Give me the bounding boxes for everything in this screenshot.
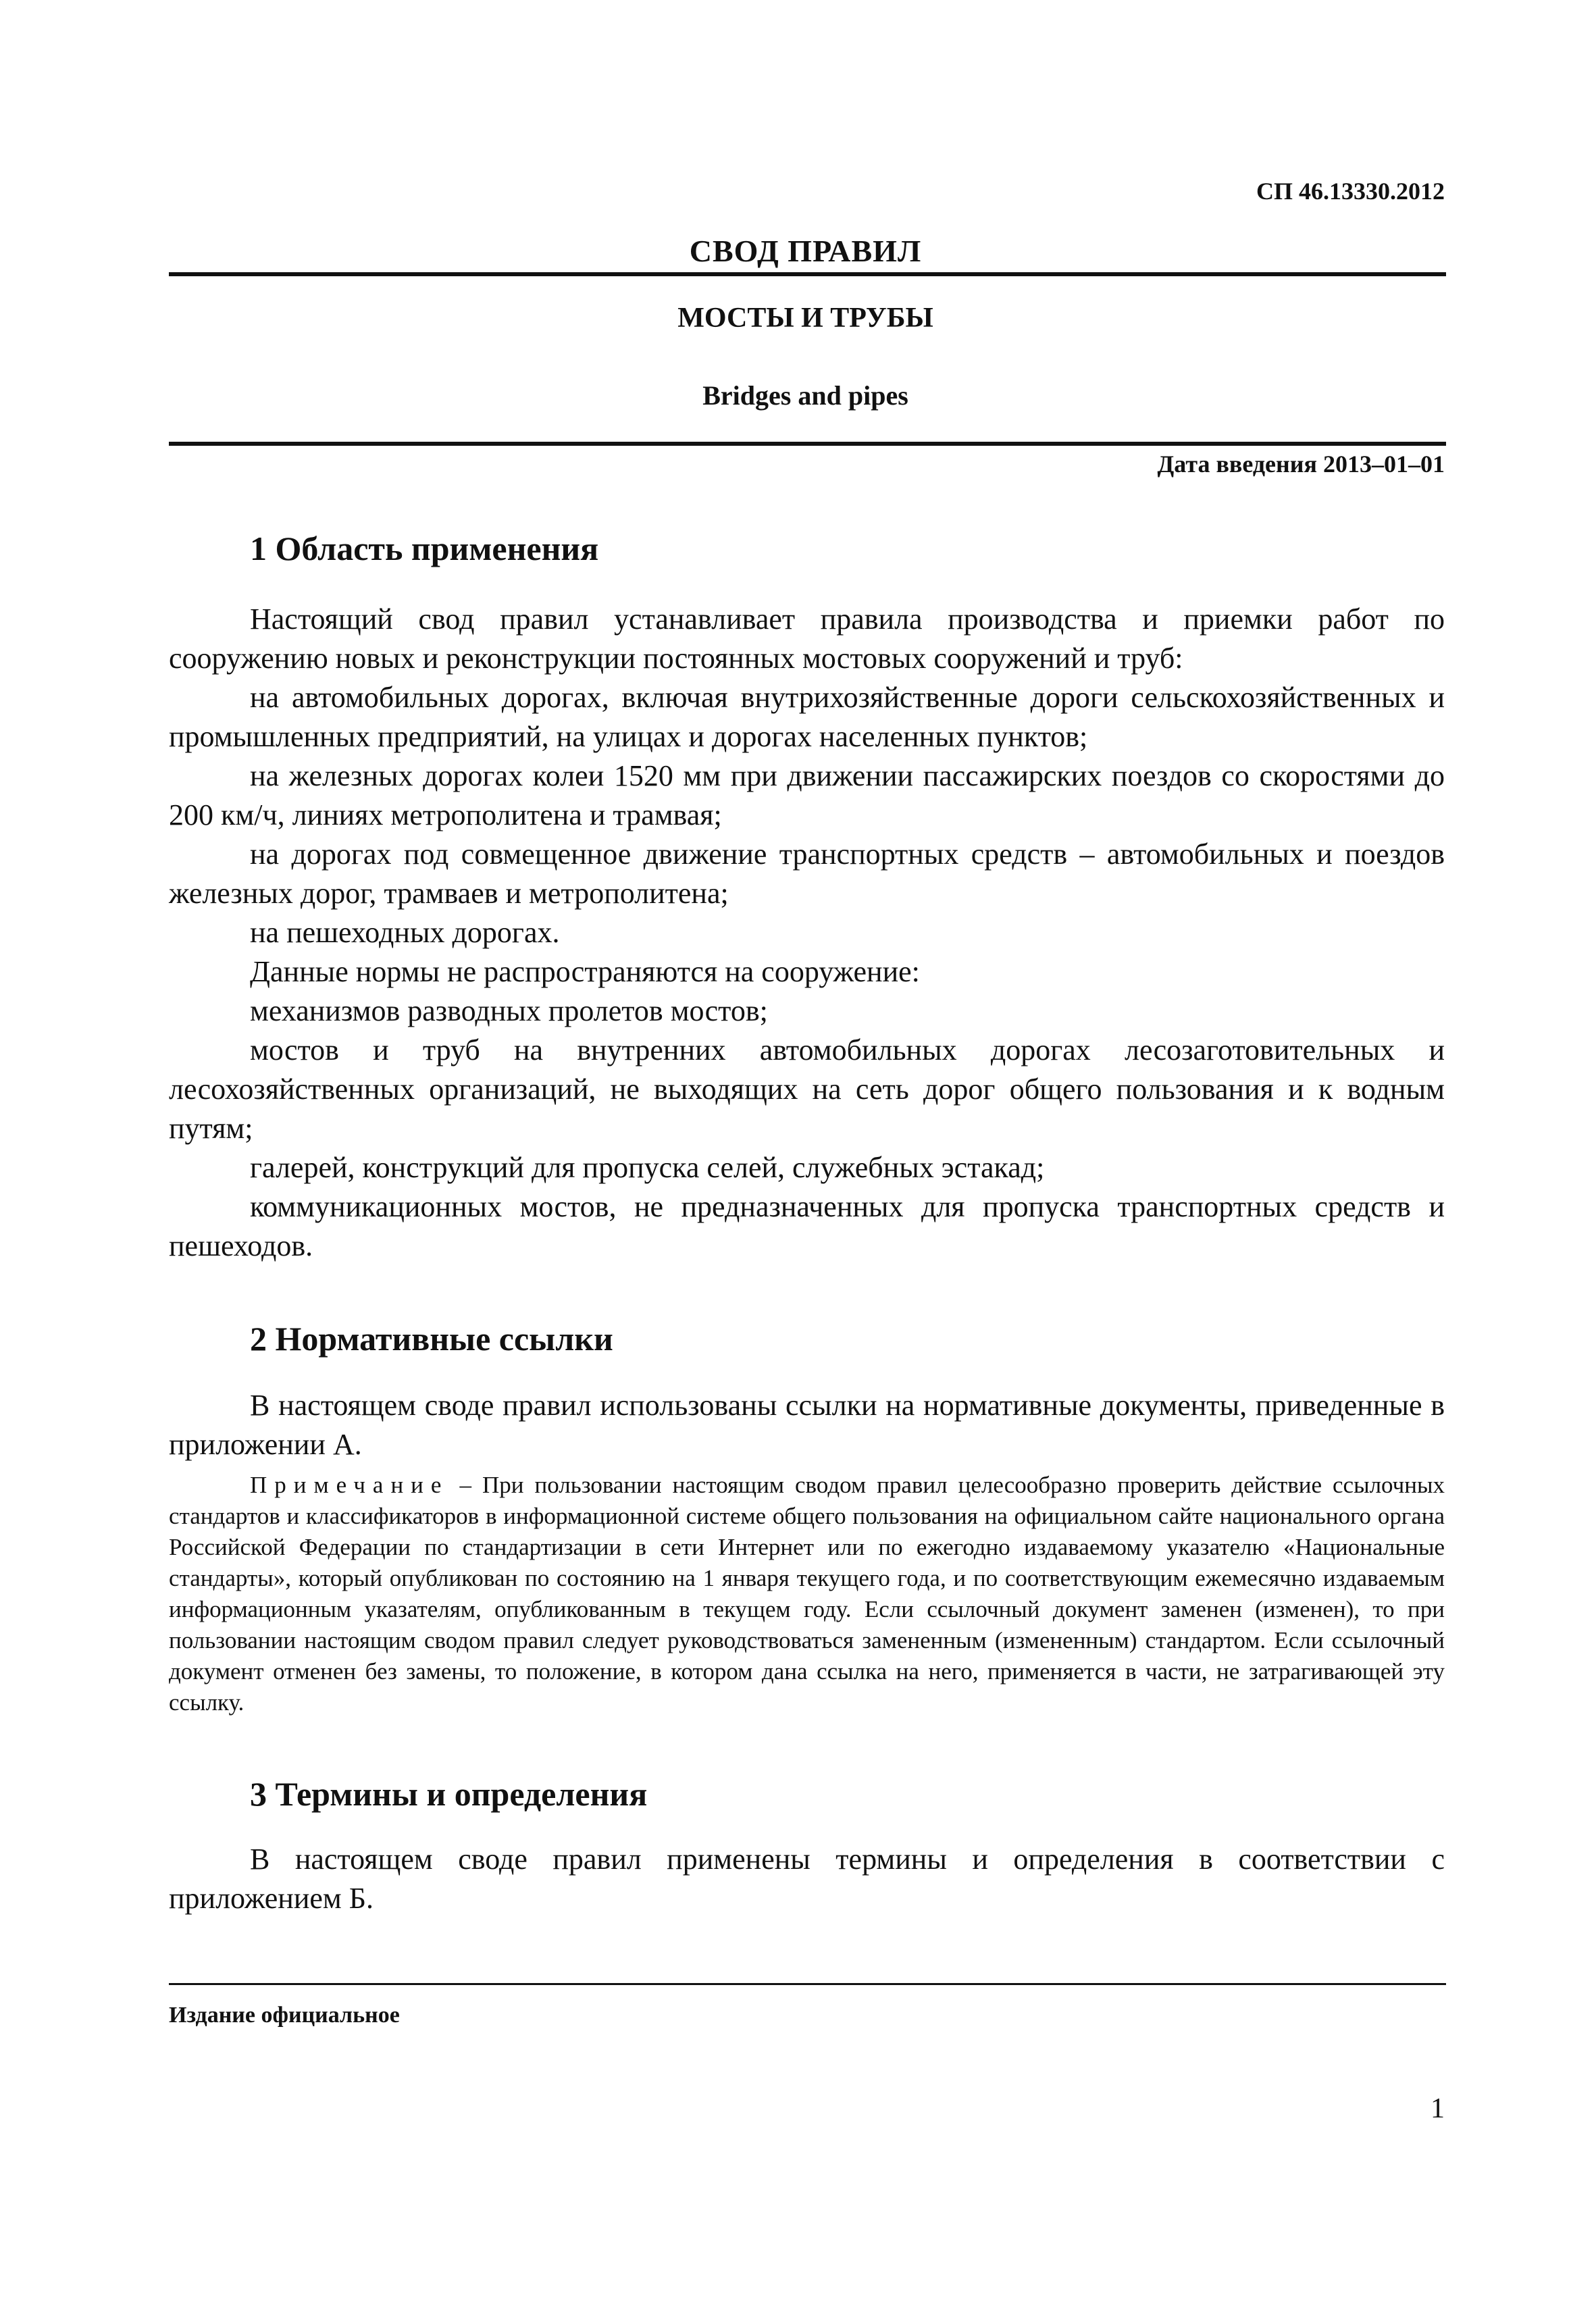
section-heading: 2 Нормативные ссылки bbox=[250, 1320, 613, 1358]
paragraph: на дорогах под совмещенное движение транспортных средств – автомобильных и поездов железных дорог, трамваев и метрополитена; bbox=[169, 838, 1445, 910]
document-code: СП 46.13330.2012 bbox=[1256, 178, 1445, 205]
document-title: МОСТЫ И ТРУБЫ bbox=[677, 303, 933, 334]
section-body bbox=[169, 1386, 1445, 1718]
paragraph: В настоящем своде правил применены термины и определения в соответствии с приложением Б. bbox=[169, 1843, 1445, 1915]
paragraph: на автомобильных дорогах, включая внутрихозяйственные дороги сельскохозяйственных и промышленных предприятий, на улицах и дорогах населенных пунктов; bbox=[169, 681, 1445, 753]
paragraph: коммуникационных мостов, не предназначенных для пропуска транспортных средств и пешеходов. bbox=[169, 1190, 1445, 1262]
paragraph: механизмов разводных пролетов мостов; bbox=[250, 994, 768, 1027]
paragraph: галерей, конструкций для пропуска селей, служебных эстакад; bbox=[250, 1151, 1045, 1184]
paragraph: В настоящем своде правил использованы ссылки на нормативные документы, приведенные в приложении А. bbox=[169, 1389, 1445, 1461]
note-label: Примечание bbox=[250, 1472, 449, 1498]
note bbox=[169, 1470, 1445, 1718]
document-body bbox=[169, 527, 1445, 1918]
title-rule bbox=[169, 272, 1446, 276]
page-number: 1 bbox=[1431, 2093, 1445, 2124]
section-scope bbox=[169, 527, 1445, 1266]
section-normative-references bbox=[169, 1317, 1445, 1718]
introduction-date: Дата введения 2013–01–01 bbox=[1157, 451, 1445, 478]
document-title-english: Bridges and pipes bbox=[702, 380, 908, 411]
paragraph: мостов и труб на внутренних автомобильных дорогах лесозаготовительных и лесохозяйственных организаций, не выходящих на сеть дорог общего пользования и к водным путям; bbox=[169, 1033, 1445, 1145]
note-text: – При пользовании настоящим сводом правил целесообразно проверить действие ссылочных стандартов и классификаторов в информационной системе общего пользования на официальном сайте национального органа Российской Федерации по стандартизации в сети Интернет или по ежегодно издаваемому указателю «Национальные стандарты», который опубликован по состоянию на 1 января текущего года, и по соответствующим ежемесячно издаваемым информационным указателям, опубликованным в текущем году. Если ссылочный документ заменен (изменен), то при пользовании настоящим сводом правил следует руководствоваться замененным (измененным) стандартом. Если ссылочный документ отменен без замены, то положение, в котором дана ссылка на него, применяется в части, не затрагивающей эту ссылку. bbox=[169, 1472, 1445, 1716]
footer-rule bbox=[169, 1983, 1446, 1985]
document-type-title: СВОД ПРАВИЛ bbox=[689, 234, 922, 268]
paragraph: на железных дорогах колеи 1520 мм при движении пассажирских поездов со скоростями до 200 км/ч, линиях метрополитена и трамвая; bbox=[169, 759, 1445, 831]
section-terms bbox=[169, 1772, 1445, 1918]
header-rule bbox=[169, 442, 1446, 446]
section-heading: 1 Область применения bbox=[250, 530, 599, 567]
section-heading: 3 Термины и определения bbox=[250, 1775, 648, 1813]
paragraph: на пешеходных дорогах. bbox=[250, 916, 560, 949]
paragraph: Настоящий свод правил устанавливает правила производства и приемки работ по сооружению новых и реконструкции постоянных мостовых сооружений и труб: bbox=[169, 602, 1445, 675]
section-body bbox=[169, 1840, 1445, 1918]
paragraph: Данные нормы не распространяются на сооружение: bbox=[250, 955, 920, 988]
section-body bbox=[169, 600, 1445, 1266]
edition-label: Издание официальное bbox=[169, 2003, 400, 2028]
